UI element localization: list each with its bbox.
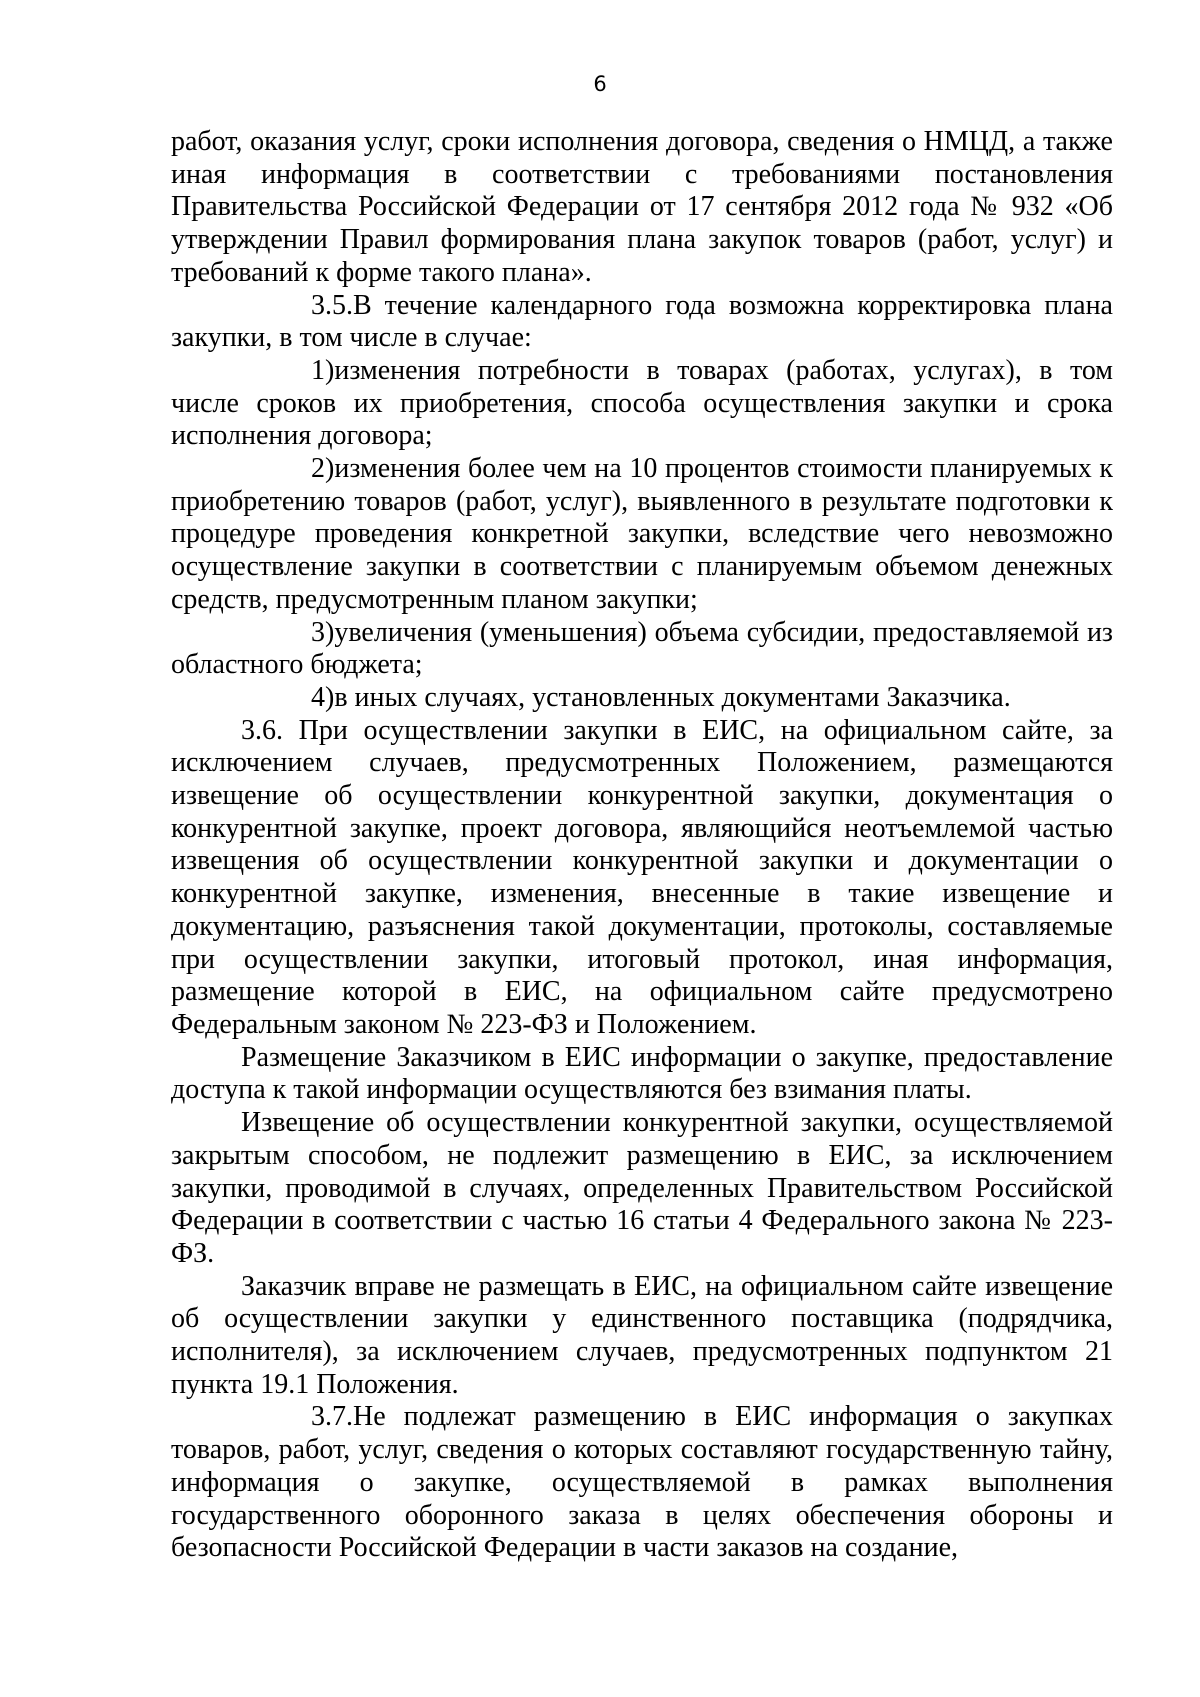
paragraph-closed-notice [171, 1107, 1113, 1271]
paragraph-text: Заказчик вправе не размещать в ЕИС, на официальном сайте извещение об осуществлении закупки у единственного поставщика (подрядчика, исполнителя), за исключением случаев, предусмотренных подпунктом 21 пункта 19.1 Положения. [171, 1270, 1113, 1400]
paragraph-placement [171, 1042, 1113, 1107]
section-number: 3.5. [311, 289, 353, 321]
paragraph-single-supplier [171, 1271, 1113, 1402]
list-marker: 2) [311, 453, 335, 485]
list-item-text: в иных случаях, установленных документами Заказчика. [334, 681, 1011, 713]
section-3-6 [171, 715, 1113, 1042]
list-item-text: изменения потребности в товарах (работах, услугах), в том числе сроков их приобретения, способа осуществления закупки и срока исполнения договора; [171, 354, 1113, 452]
section-3-5 [171, 290, 1113, 355]
list-marker: 1) [311, 354, 335, 386]
paragraph-text: Извещение об осуществлении конкурентной закупки, осуществляемой закрытым способом, не подлежит размещению в ЕИС, за исключением закупки, проводимой в случаях, определенных Правительством Российской Федерации в соответствии с частью 16 статьи 4 Федерального закона № 223-ФЗ. [171, 1107, 1113, 1269]
list-item-4 [171, 682, 1113, 715]
list-item-text: изменения более чем на 10 процентов стоимости планируемых к приобретению товаров (работ, услуг), выявленного в результате подготовки к процедуре проведения конкретной закупки, вследствие чего невозможно осуществление закупки в соответствии с планируемым объемом денежных средств, предусмотренным планом закупки; [171, 453, 1113, 615]
paragraph-continuation [171, 126, 1113, 290]
paragraph-text: работ, оказания услуг, сроки исполнения договора, сведения о НМЦД, а также иная информация в соответствии с требованиями постановления Правительства Российской Федерации от 17 сентября 2012 года № 932 «Об утверждении Правил формирования плана закупок товаров (работ, услуг) и требований к форме такого плана». [171, 126, 1113, 288]
paragraph-text: В течение календарного года возможна корректировка плана закупки, в том числе в случае: [171, 289, 1113, 354]
list-item-text: увеличения (уменьшения) объема субсидии, предоставляемой из областного бюджета; [171, 616, 1113, 681]
section-3-7 [171, 1401, 1113, 1565]
section-number: 3.7. [311, 1401, 353, 1433]
list-marker: 4) [311, 681, 335, 713]
paragraph-text: Не подлежат размещению в ЕИС информация о закупках товаров, работ, услуг, сведения о которых составляют государственную тайну, информация о закупке, осуществляемой в рамках выполнения государственного оборонного заказа в целях обеспечения обороны и безопасности Российской Федерации в части заказов на создание, [171, 1401, 1113, 1564]
page-number: 6 [593, 72, 607, 96]
paragraph-text: 3.6. При осуществлении закупки в ЕИС, на официальном сайте, за исключением случаев, предусмотренных Положением, размещаются извещение об осуществлении конкурентной закупки, документация о конкурентной закупке, проект договора, являющийся неотъемлемой частью извещения об осуществлении конкурентной закупки и документации о конкурентной закупке, изменения, внесенные в такие извещение и документацию, разъяснения такой документации, протоколы, составляемые при осуществлении закупки, итоговый протокол, иная информация, размещение которой в ЕИС, на официальном сайте предусмотрено Федеральным законом № 223-ФЗ и Положением. [171, 714, 1113, 1040]
list-item-1 [171, 355, 1113, 453]
list-marker: 3) [311, 616, 335, 648]
document-body [171, 126, 1113, 1565]
list-item-2 [171, 453, 1113, 617]
list-item-3 [171, 617, 1113, 682]
paragraph-text: Размещение Заказчиком в ЕИС информации о закупке, предоставление доступа к такой информации осуществляются без взимания платы. [171, 1041, 1113, 1106]
